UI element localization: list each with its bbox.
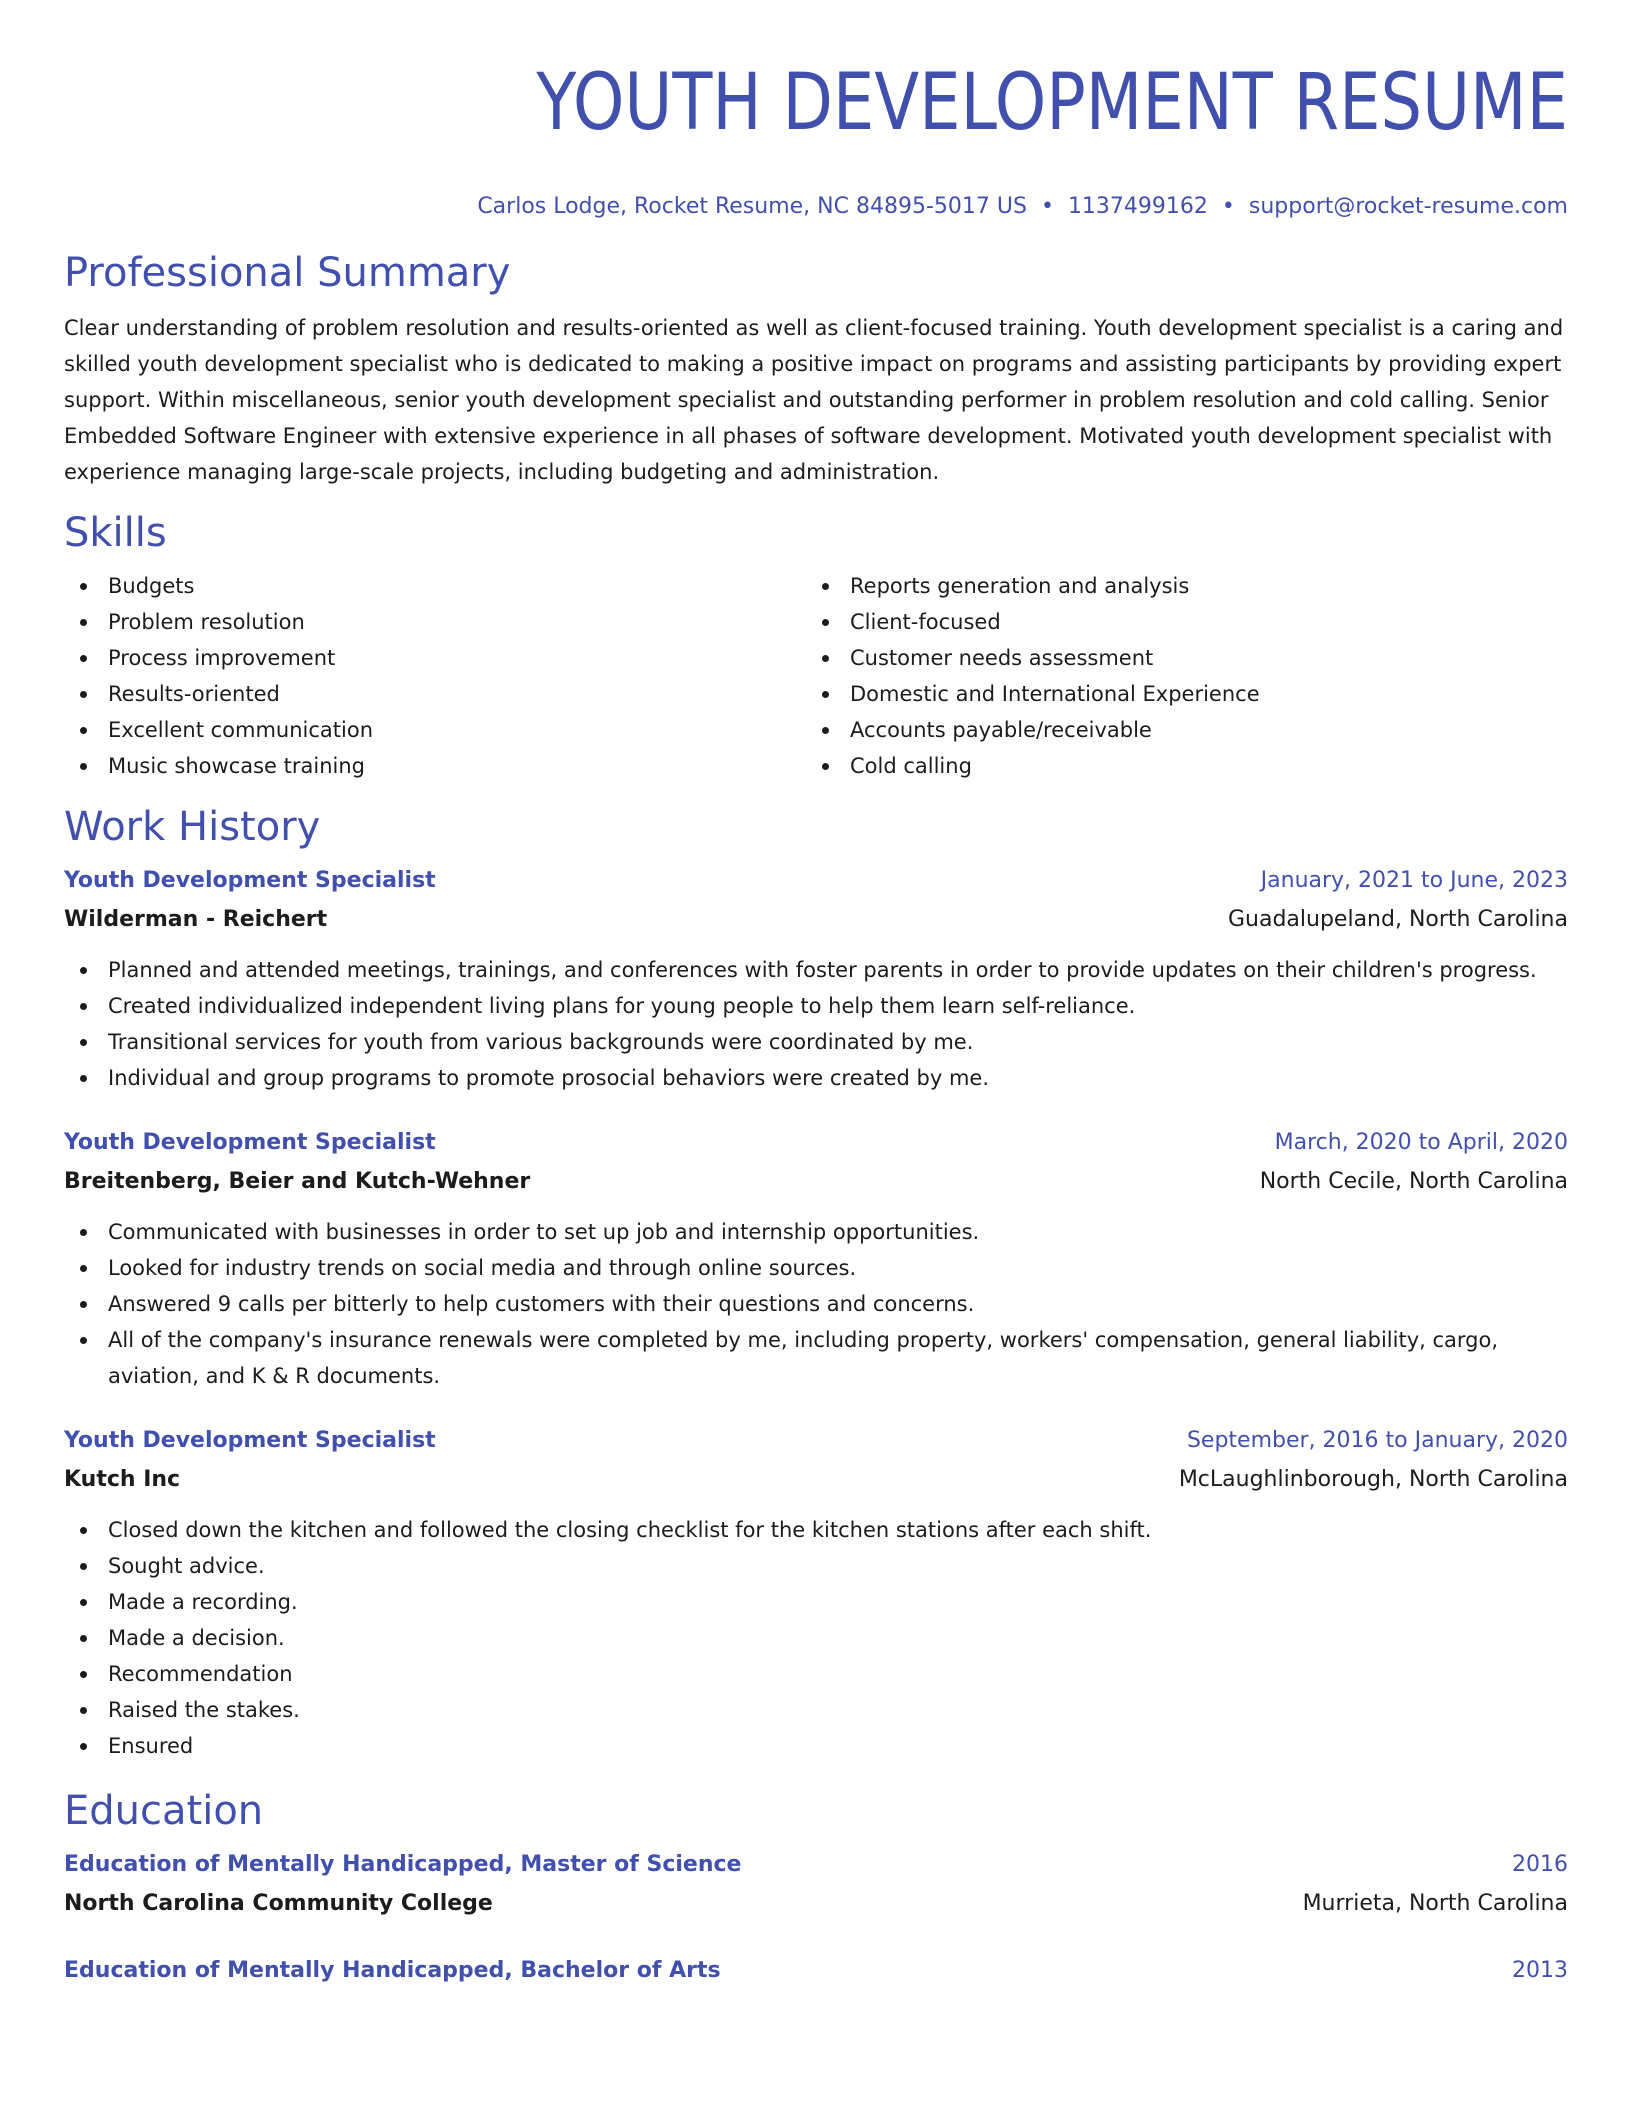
contact-phone: 1137499162 xyxy=(1067,194,1208,219)
job-dates: January, 2021 to June, 2023 xyxy=(1260,868,1568,893)
education-entry xyxy=(64,1952,1568,1990)
job-subheader xyxy=(64,900,1568,940)
education-degree: Education of Mentally Handicapped, Bachelor of Arts xyxy=(64,1958,721,1983)
skill-item: Accounts payable/receivable xyxy=(806,712,1548,748)
job-entry xyxy=(64,1422,1568,1764)
job-duty: Looked for industry trends on social media and through online sources. xyxy=(64,1250,1568,1286)
job-duty: Communicated with businesses in order to set up job and internship opportunities. xyxy=(64,1214,1568,1250)
job-dates: September, 2016 to January, 2020 xyxy=(1186,1428,1568,1453)
skill-item: Domestic and International Experience xyxy=(806,676,1548,712)
job-location: North Cecile, North Carolina xyxy=(1259,1169,1568,1194)
work-history-heading: Work History xyxy=(64,804,321,850)
skill-item: Client-focused xyxy=(806,604,1548,640)
job-header xyxy=(64,1422,1568,1460)
education-heading: Education xyxy=(64,1788,264,1834)
job-duties xyxy=(64,1512,1568,1764)
education-subheader xyxy=(64,1884,1568,1924)
skills-column-left xyxy=(64,568,806,784)
skill-item: Budgets xyxy=(64,568,806,604)
skills-heading: Skills xyxy=(64,510,167,556)
job-duty: Planned and attended meetings, trainings, and conferences with foster parents in order to provide updates on their children's progress. xyxy=(64,952,1568,988)
summary-text: Clear understanding of problem resolution and results-oriented as well as client-focused training. Youth development specialist is a caring and skilled youth development specialist who is dedicated to making a positive impact on programs and assisting participants by providing expert support. Within miscellaneous, senior youth development specialist and outstanding performer in problem resolution and cold calling. Senior Embedded Software Engineer with extensive experience in all phases of software development. Motivated youth development specialist with experience managing large-scale projects, including budgeting and administration. xyxy=(64,316,1564,484)
job-subheader xyxy=(64,1460,1568,1500)
job-duty: Transitional services for youth from various backgrounds were coordinated by me. xyxy=(64,1024,1568,1060)
job-duties xyxy=(64,1214,1568,1394)
contact-separator: • xyxy=(1040,194,1054,219)
skill-item: Customer needs assessment xyxy=(806,640,1548,676)
education-header xyxy=(64,1846,1568,1884)
skill-item: Results-oriented xyxy=(64,676,806,712)
job-duty: Closed down the kitchen and followed the closing checklist for the kitchen stations after each shift. xyxy=(64,1512,1568,1548)
education-degree: Education of Mentally Handicapped, Master of Science xyxy=(64,1852,742,1877)
contact-line xyxy=(64,192,1568,222)
job-company: Kutch Inc xyxy=(64,1467,181,1492)
education-location: Murrieta, North Carolina xyxy=(1302,1891,1568,1916)
resume-page xyxy=(64,0,1568,1990)
education-school: North Carolina Community College xyxy=(64,1891,493,1916)
skill-item: Reports generation and analysis xyxy=(806,568,1548,604)
job-location: Guadalupeland, North Carolina xyxy=(1227,907,1568,932)
job-title: Youth Development Specialist xyxy=(64,1130,436,1155)
job-company: Breitenberg, Beier and Kutch-Wehner xyxy=(64,1169,531,1194)
job-duties xyxy=(64,952,1568,1096)
contact-separator: • xyxy=(1221,194,1235,219)
skill-item: Problem resolution xyxy=(64,604,806,640)
job-duty: Made a recording. xyxy=(64,1584,1568,1620)
job-duty: Ensured xyxy=(64,1728,1568,1764)
education-year: 2013 xyxy=(1512,1958,1568,1983)
job-entry xyxy=(64,862,1568,1096)
job-duty: All of the company's insurance renewals were completed by me, including property, workers' compensation, general liability, cargo, aviation, and K & R documents. xyxy=(64,1322,1568,1394)
education-entry xyxy=(64,1846,1568,1924)
job-duty: Created individualized independent living plans for young people to help them learn self-reliance. xyxy=(64,988,1568,1024)
skills-list xyxy=(64,568,1568,784)
job-duty: Individual and group programs to promote prosocial behaviors were created by me. xyxy=(64,1060,1568,1096)
skill-item: Cold calling xyxy=(806,748,1548,784)
skill-item: Music showcase training xyxy=(64,748,806,784)
job-duty: Recommendation xyxy=(64,1656,1568,1692)
education-header xyxy=(64,1952,1568,1990)
education-year: 2016 xyxy=(1512,1852,1568,1877)
skill-item: Process improvement xyxy=(64,640,806,676)
job-title: Youth Development Specialist xyxy=(64,1428,436,1453)
job-duty: Made a decision. xyxy=(64,1620,1568,1656)
job-location: McLaughlinborough, North Carolina xyxy=(1178,1467,1568,1492)
job-entry xyxy=(64,1124,1568,1394)
job-duty: Answered 9 calls per bitterly to help customers with their questions and concerns. xyxy=(64,1286,1568,1322)
job-header xyxy=(64,862,1568,900)
contact-email[interactable]: support@rocket-resume.com xyxy=(1248,194,1568,219)
job-title: Youth Development Specialist xyxy=(64,868,436,893)
skill-item: Excellent communication xyxy=(64,712,806,748)
job-subheader xyxy=(64,1162,1568,1202)
job-dates: March, 2020 to April, 2020 xyxy=(1274,1130,1568,1155)
job-duty: Raised the stakes. xyxy=(64,1692,1568,1728)
job-company: Wilderman - Reichert xyxy=(64,907,328,932)
job-duty: Sought advice. xyxy=(64,1548,1568,1584)
page-title: YOUTH DEVELOPMENT RESUME xyxy=(536,58,1568,148)
summary-heading: Professional Summary xyxy=(64,250,511,296)
skills-column-right xyxy=(806,568,1548,784)
contact-address: Carlos Lodge, Rocket Resume, NC 84895-5017 US xyxy=(477,194,1027,219)
job-header xyxy=(64,1124,1568,1162)
